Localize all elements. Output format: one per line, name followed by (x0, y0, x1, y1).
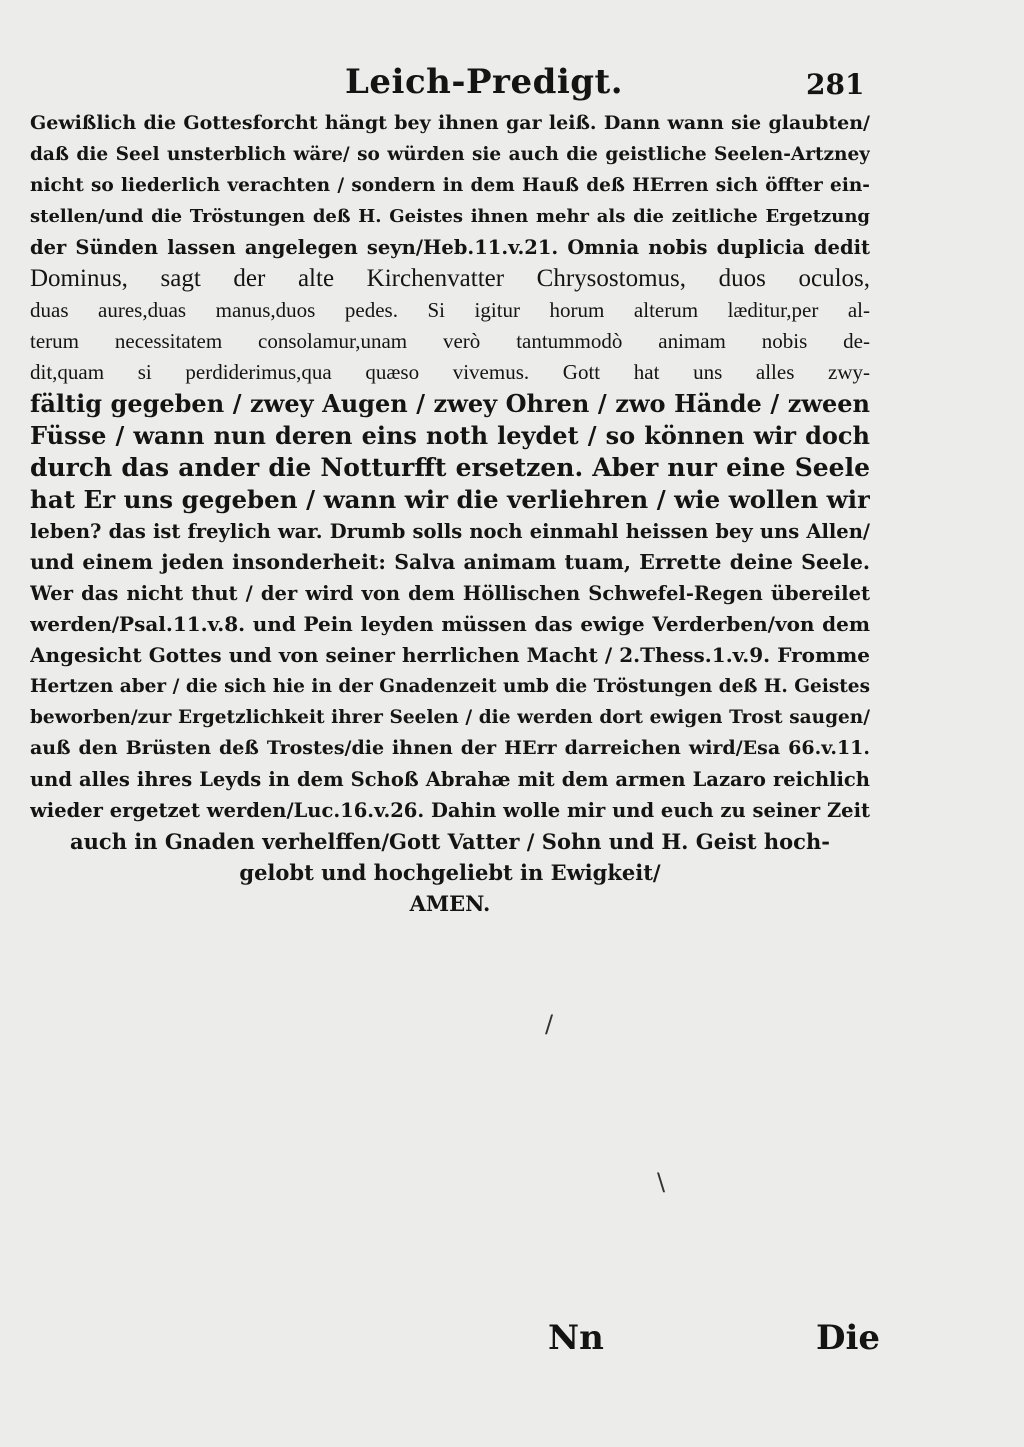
page-number: 281 (806, 68, 865, 101)
catchword: Die (816, 1318, 881, 1358)
text-line: beworben/zur Ergetzlichkeit ihrer Seelen / die werden dort ewigen Trost saugen/ (30, 707, 870, 728)
text-line: werden/Psal.11.v.8. und Pein leyden müssen das ewige Verderben/von dem (30, 612, 870, 636)
text-line: wieder ergetzet werden/Luc.16.v.26. Dahin wolle mir und euch zu seiner Zeit (30, 799, 870, 822)
text-line: Gewißlich die Gottesforcht hängt bey ihnen gar leiß. Dann wann sie glaubten/ (30, 112, 870, 134)
text-line: nicht so liederlich verachten / sondern in dem Hauß deß HErren sich öffter ein- (30, 175, 870, 196)
text-line: der Sünden lassen angelegen seyn/Heb.11.v.21. Omnia nobis duplicia dedit (30, 236, 870, 259)
text-line: Angesicht Gottes und von seiner herrlichen Macht / 2.Thess.1.v.9. Fromme (30, 643, 870, 667)
text-line: leben? das ist freylich war. Drumb solls noch einmahl heissen bey uns Allen/ (30, 520, 870, 543)
text-line: Hertzen aber / die sich hie in der Gnadenzeit umb die Tröstungen deß H. Geistes (30, 676, 870, 697)
text-line: und alles ihres Leyds in dem Schoß Abrahæ mit dem armen Lazaro reichlich (30, 768, 870, 791)
ink-speck-mark: \ (657, 1168, 666, 1196)
text-line: hat Er uns gegeben / wann wir die verliehren / wie wollen wir (30, 485, 870, 514)
text-line: Füsse / wann nun deren eins noth leydet / so können wir doch (30, 421, 870, 450)
text-line: stellen/und die Tröstungen deß H. Geistes ihnen mehr als die zeitliche Ergetzung (30, 206, 870, 227)
text-line: und einem jeden insonderheit: Salva animam tuam, Errette deine Seele. (30, 550, 870, 574)
text-line: auß den Brüsten deß Trostes/die ihnen der HErr darreichen wird/Esa 66.v.11. (30, 737, 870, 759)
text-line: daß die Seel unsterblich wäre/ so würden sie auch die geistliche Seelen-Artzney (30, 144, 870, 165)
text-line: Wer das nicht thut / der wird von dem Höllischen Schwefel-Regen übereilet (30, 582, 870, 605)
amen-line: AMEN. (409, 891, 491, 916)
text-line: durch das ander die Notturfft ersetzen. Aber nur eine Seele (30, 453, 870, 482)
sermon-text-block (30, 108, 870, 919)
text-line: duas aures,duas manus,duos pedes. Si igitur horum alterum læditur,per al- (30, 298, 870, 322)
ink-speck-mark: / (545, 1010, 554, 1038)
text-line: Dominus, sagt der alte Kirchenvatter Chrysostomus, duos oculos, (30, 265, 870, 292)
text-line: dit,quam si perdiderimus,qua quæso vivemus. Gott hat uns alles zwy- (30, 360, 870, 384)
text-line: fältig gegeben / zwey Augen / zwey Ohren / zwo Hände / zween (30, 389, 870, 418)
running-title: Leich-Predigt. (345, 62, 624, 102)
text-line: terum necessitatem consolamur,unam verò tantummodò animam nobis de- (30, 329, 870, 353)
text-line: gelobt und hochgeliebt in Ewigkeit/ (239, 860, 661, 885)
text-line: auch in Gnaden verhelffen/Gott Vatter / Sohn und H. Geist hoch- (70, 829, 830, 854)
signature-mark: Nn (548, 1318, 604, 1358)
